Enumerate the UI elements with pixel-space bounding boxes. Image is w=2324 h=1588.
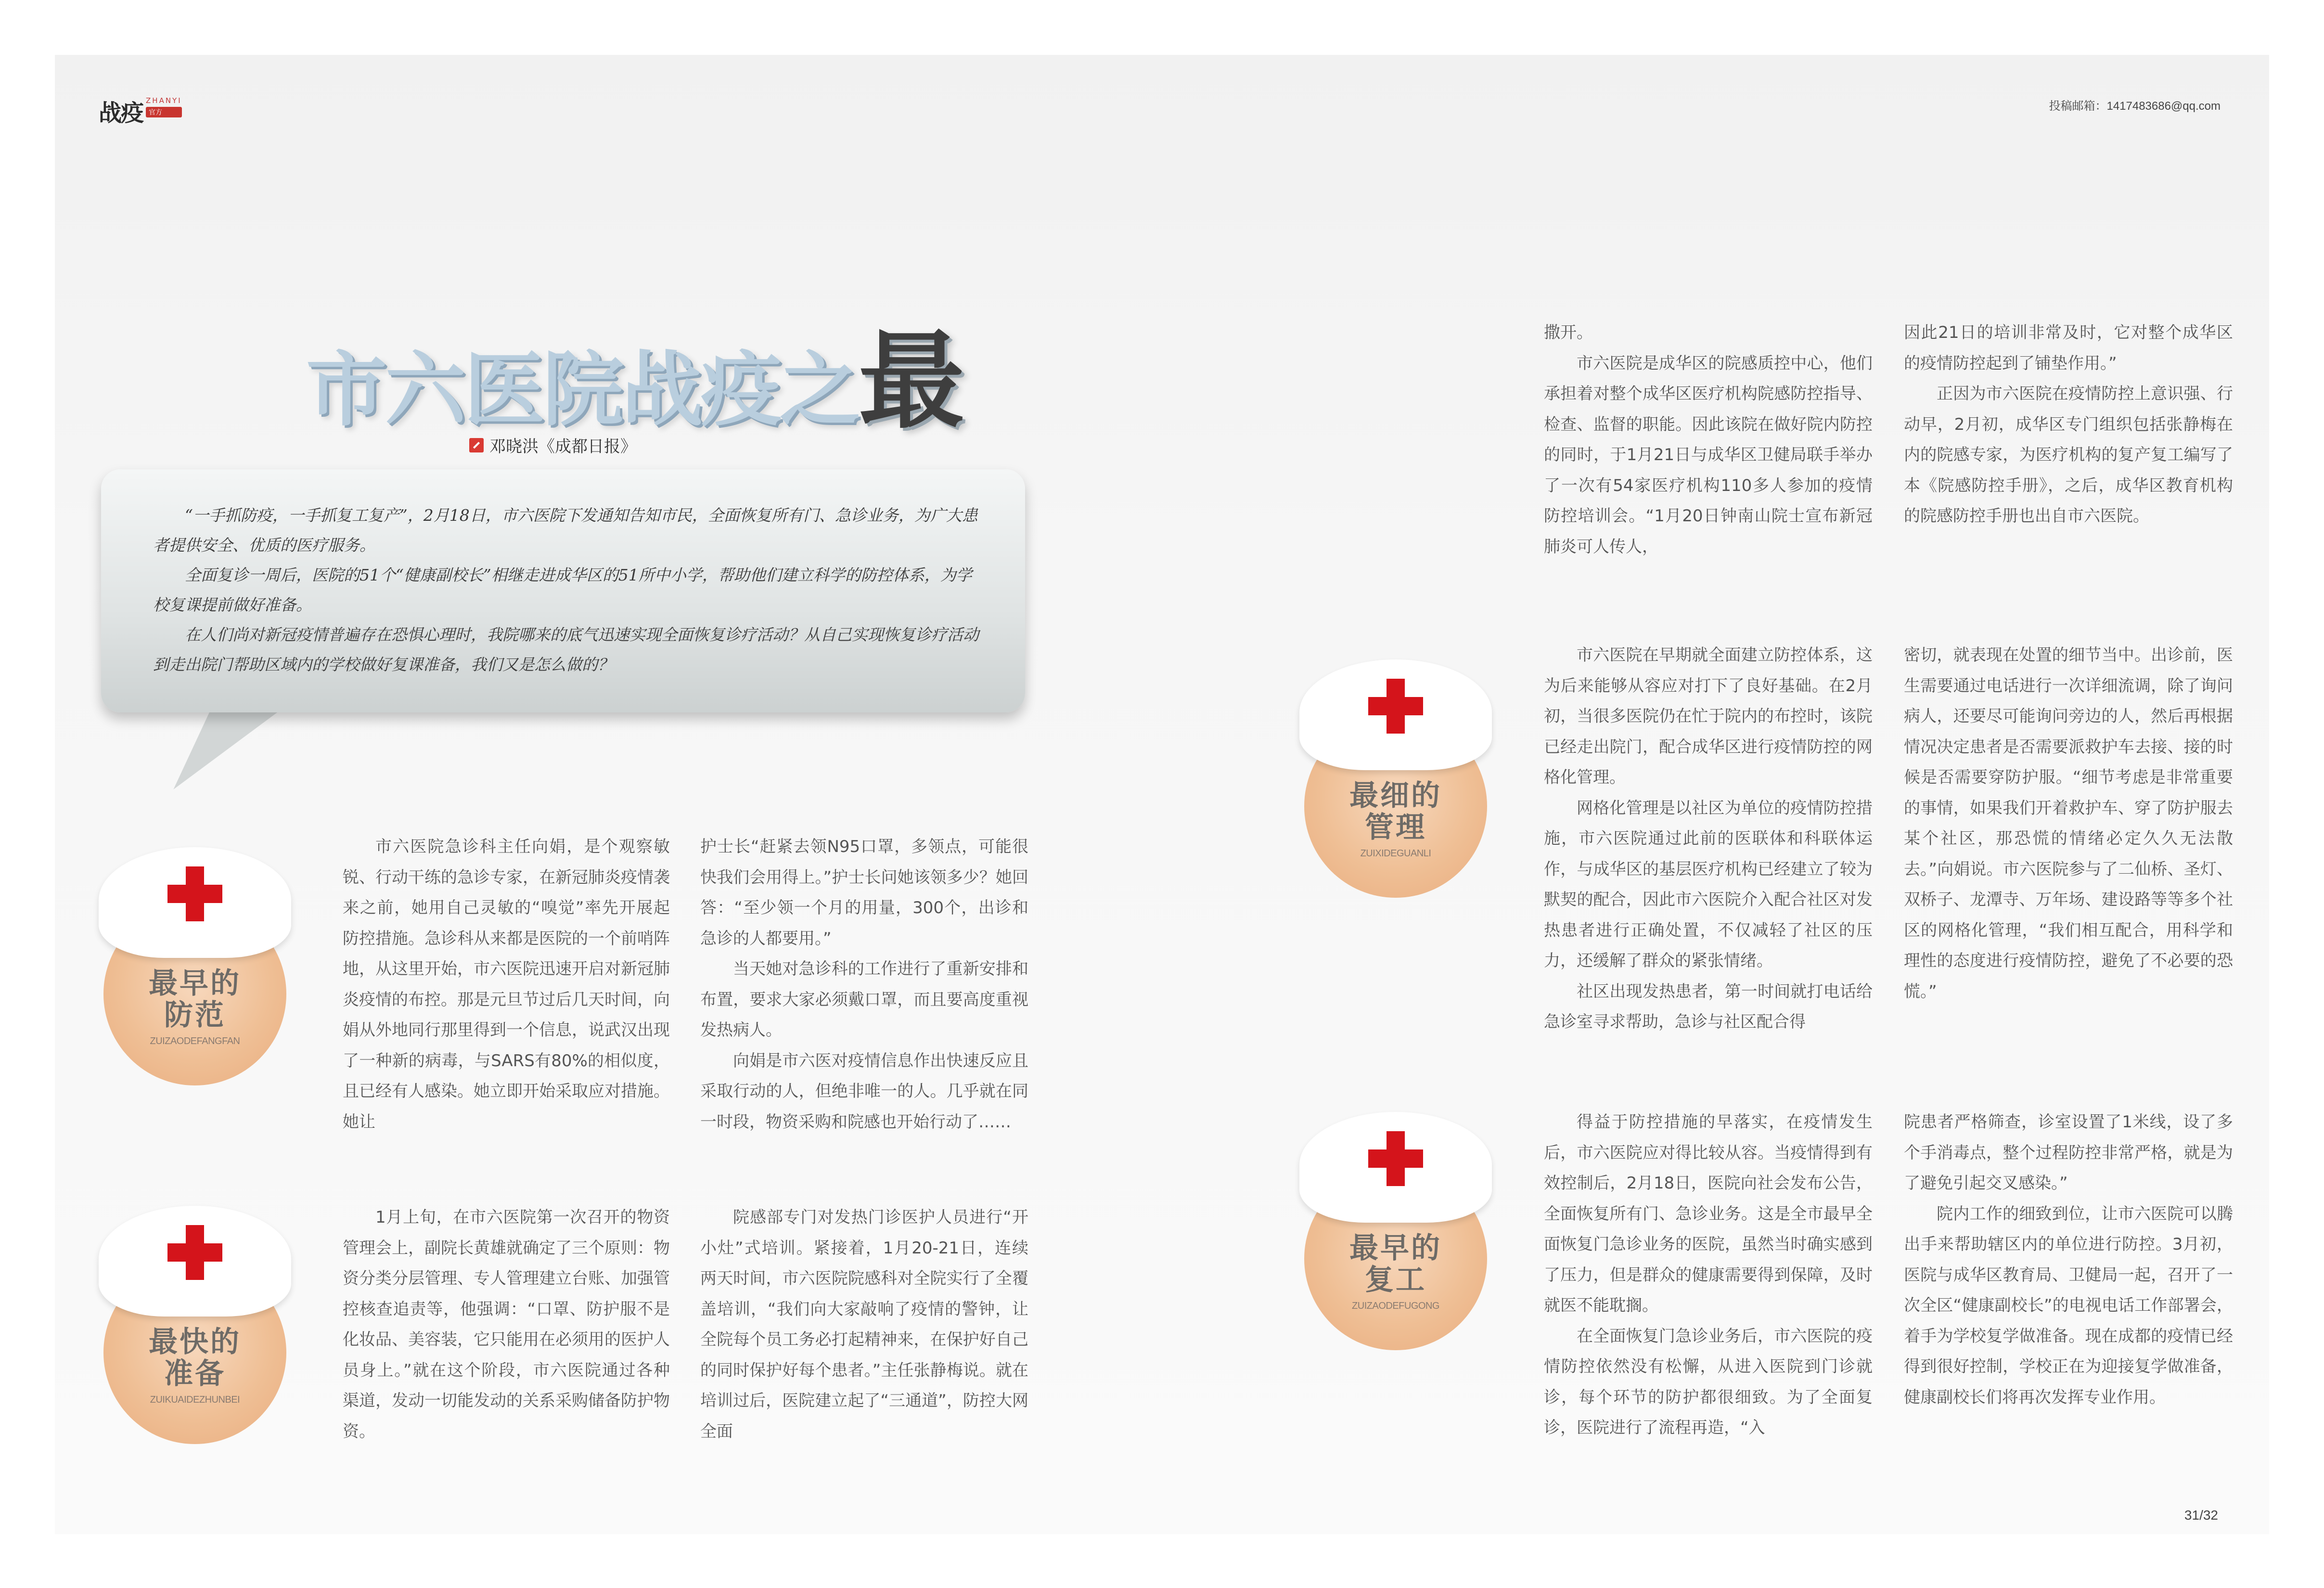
- section2-column3: [1544, 318, 1873, 562]
- intro-text: [153, 501, 981, 680]
- logo-english-text: ZHANYI: [146, 96, 182, 105]
- logo-official-tag: 官方: [146, 107, 182, 117]
- badge-earliest-resumption: [1299, 1112, 1492, 1338]
- body-paragraph: 社区出现发热患者，第一时间就打电话给急诊室寻求帮助，急诊与社区配合得: [1544, 981, 1873, 1032]
- section2-column1: [343, 1202, 670, 1447]
- intro-paragraph: 在人们尚对新冠疫情普遍存在恐惧心理时，我院哪来的底气迅速实现全面恢复诊疗活动？从自己实现恢复诊疗活动到走出院门帮助区域内的学校做好复课准备，我们又是怎么做的？: [153, 625, 979, 674]
- body-paragraph: 密切，就表现在处置的细节当中。出诊前，医生需要通过电话进行一次详细流调，除了询问病人，还要尽可能询问旁边的人，然后再根据情况决定患者是否需要派救护车去接、接的时候是否需要穿防护服。“细节考虑是非常重要的事情，如果我们开着救护车、穿了防护服去某个社区，那恐慌的情绪必定久久无法散去。”向娟说。市六医院参与了二仙桥、圣灯、双桥子、龙潭寺、万年场、建设路等等多个社区的网格化管理，“我们相互配合，用科学和理性的态度进行疫情防控，避免了不必要的恐慌。”: [1904, 646, 2233, 1001]
- badge-pinyin: ZUIKUAIDEZHUNBEI: [150, 1394, 240, 1405]
- badge-finest-management: [1299, 659, 1492, 886]
- badge-label: 最细的: [1349, 779, 1442, 813]
- author-text: 邓晓洪《成都日报》: [489, 437, 637, 456]
- red-cross-icon: [167, 866, 222, 921]
- author-byline: [469, 433, 637, 457]
- badge-label: 管理: [1365, 811, 1426, 844]
- logo-main-text: 战疫: [99, 100, 143, 127]
- section3-column2: [1904, 640, 2233, 1007]
- magazine-logo: [99, 94, 182, 127]
- body-paragraph: 院感部专门对发热门诊医护人员进行“开小灶”式培训。紧接着，1月20-21日，连续两天时间，市六医院院感科对全院实行了全覆盖培训，“我们向大家敲响了疫情的警钟，让全院每个员工务必打起精神来，在保护好自己的同时保护好每个患者。”主任张静梅说。就在培训过后，医院建立起了“三通道”，防控大网全面: [700, 1208, 1028, 1441]
- badge-label: 复工: [1365, 1263, 1426, 1297]
- body-paragraph: 院患者严格筛查，诊室设置了1米线，设了多个手消毒点，整个过程防控非常严格，就是为了避免引起交叉感染。”: [1904, 1112, 2233, 1193]
- red-cross-icon: [1368, 1131, 1423, 1186]
- body-paragraph: 在全面恢复门急诊业务后，市六医院的疫情防控依然没有松懈，从进入医院到门诊就诊，每个环节的防护都很细致。为了全面复诊，医院进行了流程再造，“入: [1544, 1326, 1873, 1437]
- section3-column1: [1544, 640, 1873, 1038]
- intro-paragraph: “一手抓防疫，一手抓复工复产”，2月18日，市六医院下发通知告知市民，全面恢复所有门、急诊业务，为广大患者提供安全、优质的医疗服务。: [153, 506, 978, 555]
- badge-label: 最早的: [1349, 1231, 1442, 1265]
- badge-label: 准备: [164, 1357, 226, 1391]
- badge-label: 防范: [164, 998, 226, 1032]
- article-title: [306, 296, 963, 448]
- badge-label: 最快的: [149, 1325, 241, 1359]
- title-main: 市六医院战疫之: [306, 342, 859, 437]
- body-paragraph: 市六医院在早期就全面建立防控体系，这为后来能够从容应对打下了良好基础。在2月初，当很多医院仍在忙于院内的布控时，该院已经走出院门，配合成华区进行疫情防控的网格化管理。: [1544, 646, 1873, 787]
- body-paragraph: 正因为市六医院在疫情防控上意识强、行动早，2月初，成华区专门组织包括张静梅在内的院感专家，为医疗机构的复产复工编写了本《院感防控手册》，之后，成华区教育机构的院感防控手册也出自市六医院。: [1904, 384, 2233, 526]
- section2-column4: [1904, 318, 2233, 532]
- body-paragraph: 撒开。: [1544, 323, 1593, 342]
- section1-column2: [700, 832, 1028, 1137]
- body-paragraph: 市六医院急诊科主任向娟，是个观察敏锐、行动干练的急诊专家，在新冠肺炎疫情袭来之前，她用自己灵敏的“嗅觉”率先开展起防控措施。急诊科从来都是医院的一个前哨阵地，从这里开始，市六医院迅速开启对新冠肺炎疫情的布控。那是元旦节过后几天时间，向娟从外地同行那里得到一个信息，说武汉出现了一种新的病毒，与SARS有80%的相似度，且已经有人感染。她立即开始采取应对措施。她让: [343, 837, 670, 1132]
- red-cross-icon: [1368, 679, 1423, 734]
- red-cross-icon: [167, 1225, 222, 1280]
- body-paragraph: 市六医院是成华区的院感质控中心，他们承担着对整个成华区医疗机构院感防控指导、检查、监督的职能。因此该院在做好院内防控的同时，于1月21日与成华区卫健局联手举办了一次有54家医疗机构110多人参加的疫情防控培训会。“1月20日钟南山院士宣布新冠肺炎可人传人，: [1544, 353, 1873, 556]
- page-number: 31/32: [2184, 1508, 2218, 1523]
- title-emphasis: 最: [859, 318, 963, 443]
- badge-earliest-prevention: [99, 847, 291, 1073]
- submission-email: 投稿邮箱：1417483686@qq.com: [2049, 100, 2221, 113]
- pen-icon: [469, 438, 484, 452]
- section1-column1: [343, 832, 670, 1137]
- body-paragraph: 向娟是市六医对疫情信息作出快速反应且采取行动的人，但绝非唯一的人。几乎就在同一时段，物资采购和院感也开始行动了……: [700, 1051, 1028, 1132]
- section2-column2: [700, 1202, 1028, 1447]
- badge-label: 最早的: [149, 967, 241, 1000]
- body-paragraph: 当天她对急诊科的工作进行了重新安排和布置，要求大家必须戴口罩，而且要高度重视发热病人。: [700, 959, 1028, 1040]
- intro-paragraph: 全面复诊一周后，医院的51个“健康副校长”相继走进成华区的51所中小学，帮助他们建立科学的防控体系，为学校复课提前做好准备。: [153, 566, 972, 614]
- body-paragraph: 1月上旬，在市六医院第一次召开的物资管理会上，副院长黄雄就确定了三个原则：物资分类分层管理、专人管理建立台账、加强管控核查追责等，他强调：“口罩、防护服不是化妆品、美容装，它只能用在必须用的医护人员身上。”就在这个阶段，市六医院通过各种渠道，发动一切能发动的关系采购储备防护物资。: [343, 1208, 670, 1441]
- body-paragraph: 护士长“赶紧去领N95口罩，多领点，可能很快我们会用得上。”护士长问她该领多少？她回答：“至少领一个月的用量，300个，出诊和急诊的人都要用。”: [700, 837, 1028, 948]
- body-paragraph: 网格化管理是以社区为单位的疫情防控措施，市六医院通过此前的医联体和科联体运作，与成华区的基层医疗机构已经建立了较为默契的配合，因此市六医院介入配合社区对发热患者进行正确处置，不仅减轻了社区的压力，还缓解了群众的紧张情绪。: [1544, 798, 1873, 970]
- body-paragraph: 得益于防控措施的早落实，在疫情发生后，市六医院应对得比较从容。当疫情得到有效控制后，2月18日，医院向社会发布公告，全面恢复所有门、急诊业务。这是全市最早全面恢复门急诊业务的医院，虽然当时确实感到了压力，但是群众的健康需要得到保障，及时就医不能耽搁。: [1544, 1112, 1873, 1315]
- section4-column1: [1544, 1107, 1873, 1444]
- badge-pinyin: ZUIZAODEFUGONG: [1352, 1301, 1439, 1311]
- badge-pinyin: ZUIXIDEGUANLI: [1360, 848, 1431, 859]
- badge-fastest-preparation: [99, 1206, 291, 1432]
- body-paragraph: 因此21日的培训非常及时，它对整个成华区的疫情防控起到了铺垫作用。”: [1904, 323, 2233, 373]
- section4-column2: [1904, 1107, 2233, 1413]
- body-paragraph: 院内工作的细致到位，让市六医院可以腾出手来帮助辖区内的单位进行防控。3月初，医院与成华区教育局、卫健局一起，召开了一次全区“健康副校长”的电视电话工作部署会，着手为学校复学做准备。现在成都的疫情已经得到很好控制，学校正在为迎接复学做准备，健康副校长们将再次发挥专业作用。: [1904, 1204, 2233, 1407]
- badge-pinyin: ZUIZAODEFANGFAN: [150, 1036, 240, 1046]
